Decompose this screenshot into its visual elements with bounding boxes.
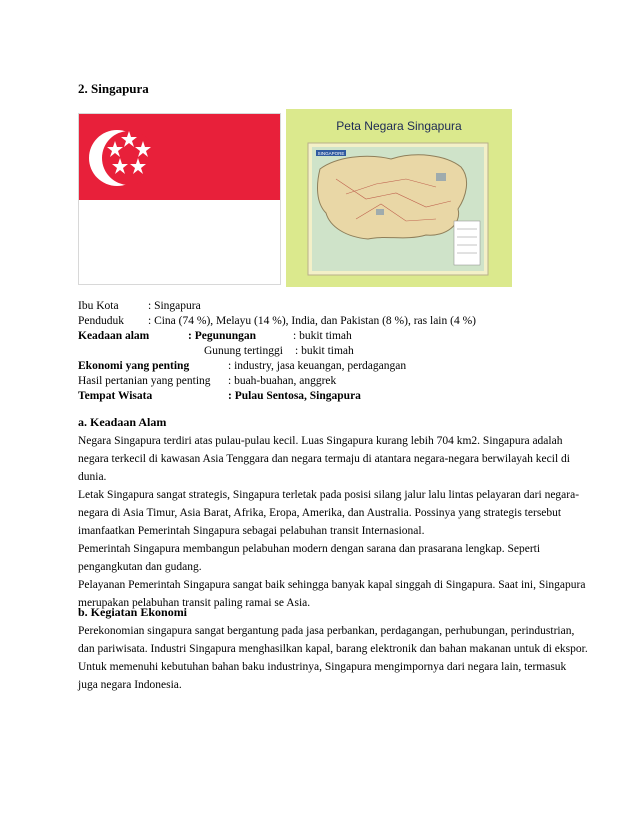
fact-label: Keadaan alam bbox=[78, 330, 150, 342]
section-b-body bbox=[78, 622, 588, 694]
fact-value: : Pulau Sentosa, Singapura bbox=[228, 390, 361, 402]
fact-label: Ekonomi yang penting bbox=[78, 360, 190, 372]
fact-value: : buah-buahan, anggrek bbox=[228, 375, 337, 387]
fact-value: : Singapura bbox=[148, 300, 201, 312]
fact-row-agriculture bbox=[78, 374, 598, 389]
section-a-body bbox=[78, 432, 588, 612]
fact-subvalue: : bukit timah bbox=[293, 330, 352, 342]
fact-label: Hasil pertanian yang penting bbox=[78, 375, 211, 387]
section-b-title: b. Kegiatan Ekonomi bbox=[78, 605, 188, 619]
paragraph: Pemerintah Singapura membangun pelabuhan modern dengan sarana dan prasarana lengkap. Seperti pengangkutan dan gudang. bbox=[78, 543, 541, 573]
fact-value: : industry, jasa keuangan, perdagangan bbox=[228, 360, 407, 372]
fact-row-economy bbox=[78, 359, 598, 374]
fact-label: Tempat Wisata bbox=[78, 390, 153, 402]
paragraph: Pelayanan Pemerintah Singapura sangat baik sehingga banyak kapal singgah di Singapura. Saat ini, Singapura merupakan pelabuhan transit paling ramai se Asia. bbox=[78, 579, 586, 609]
singapore-map-image bbox=[286, 109, 512, 287]
fact-value: : Pegunungan bbox=[188, 330, 257, 342]
fact-value: : Cina (74 %), Melayu (14 %), India, dan Pakistan (8 %), ras lain (4 %) bbox=[148, 315, 476, 327]
map-label: SINGAPORE bbox=[317, 151, 345, 156]
fact-value: : bukit timah bbox=[295, 345, 354, 357]
fact-row-capital bbox=[78, 299, 598, 314]
fact-row-population bbox=[78, 314, 598, 329]
fact-row-tourism bbox=[78, 389, 598, 404]
fact-label: Gunung tertinggi bbox=[204, 345, 283, 357]
section-heading: 2. Singapura bbox=[78, 81, 149, 96]
singapore-flag-image bbox=[78, 113, 281, 285]
map-title: Peta Negara Singapura bbox=[336, 119, 462, 133]
fact-label: Penduduk bbox=[78, 315, 124, 327]
fact-row-highest-mountain bbox=[78, 344, 598, 359]
country-facts bbox=[78, 299, 598, 404]
paragraph: Letak Singapura sangat strategis, Singapura terletak pada posisi silang jalur lalu lintas pelayaran dari negara-negara di Asia Timur, Asia Barat, Afrika, Eropa, Amerika, dan Australia. Possinya yang strategis tersebut imanfaatkan Pemerintah Singapura sebagai pelabuhan transit Internasional. bbox=[78, 489, 580, 537]
fact-row-nature bbox=[78, 329, 598, 344]
fact-label: Ibu Kota bbox=[78, 300, 119, 312]
paragraph: Negara Singapura terdiri atas pulau-pulau kecil. Luas Singapura kurang lebih 704 km2. Singapura adalah negara terkecil di kawasan Asia Tenggara dan negara termaju di atantara negara-negara berwilayah kecil di dunia. bbox=[78, 435, 570, 483]
section-a-title: a. Keadaan Alam bbox=[78, 415, 167, 429]
paragraph: Perekonomian singapura sangat bergantung pada jasa perbankan, perdagangan, perhubungan, perindustrian, dan pariwisata. Industri Singapura menghasilkan kapal, barang elektronik dan bahan makanan untuk di ekspor. Untuk memenuhi kebutuhan bahan baku industrinya, Singapura mengimpornya dari negara lain, termasuk juga negara Indonesia. bbox=[78, 625, 588, 691]
